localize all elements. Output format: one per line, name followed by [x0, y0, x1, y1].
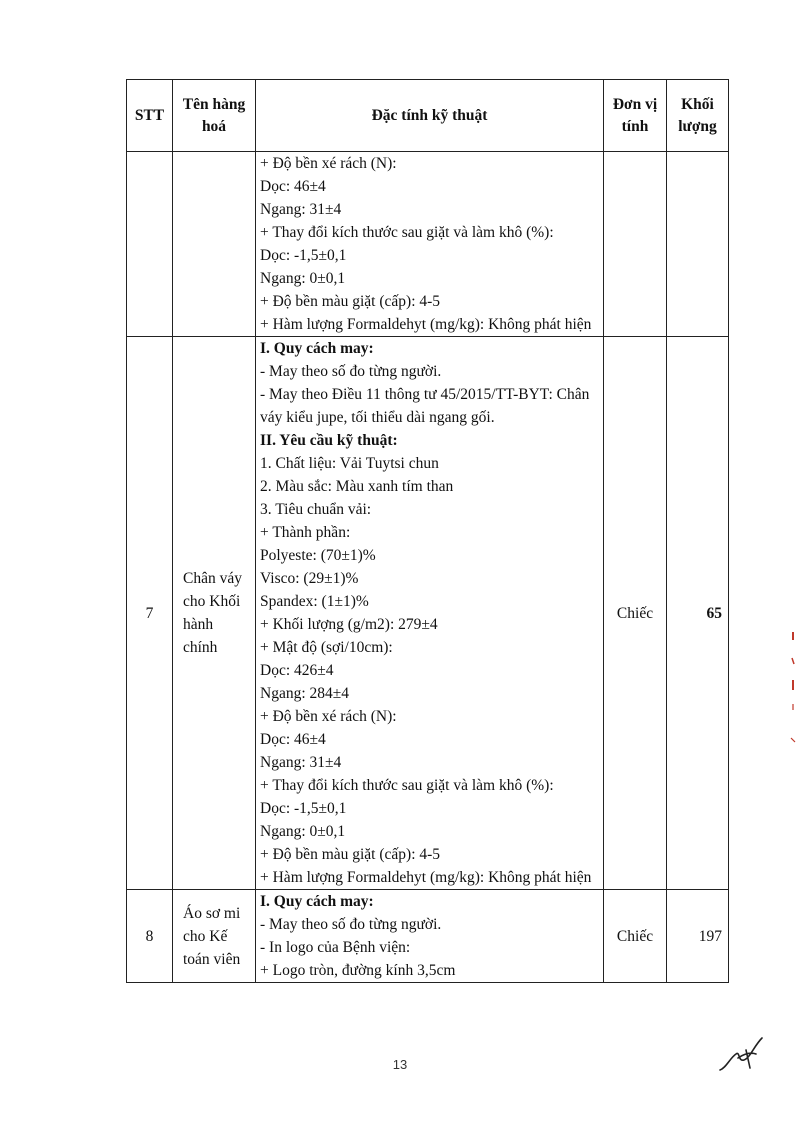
row-item-name: Áo sơ mi cho Kế toán viên — [173, 890, 256, 983]
row-unit: Chiếc — [604, 337, 667, 890]
spec-line: + Hàm lượng Formaldehyt (mg/kg): Không phát hiện — [260, 316, 592, 333]
spec-line: - May theo số đo từng người. — [260, 363, 442, 380]
spec-line: Ngang: 284±4 — [260, 685, 350, 702]
spec-line: + Hàm lượng Formaldehyt (mg/kg): Không phát hiện — [260, 869, 592, 886]
row-item-name — [173, 152, 256, 337]
spec-line: Ngang: 31±4 — [260, 201, 342, 218]
row-item-name: Chân váy cho Khối hành chính — [173, 337, 256, 890]
row-stt: 7 — [127, 337, 173, 890]
spec-line: Dọc: 46±4 — [260, 178, 326, 195]
margin-stamp-marks — [788, 630, 798, 750]
spec-line: - May theo Điều 11 thông tư 45/2015/TT-BYT: Chân váy kiểu jupe, tối thiểu dài ngang gối. — [260, 386, 590, 426]
spec-heading: I. Quy cách may: — [260, 340, 374, 357]
spec-line: 1. Chất liệu: Vải Tuytsi chun — [260, 455, 439, 472]
header-name: Tên hàng hoá — [173, 80, 256, 152]
row-unit — [604, 152, 667, 337]
row-stt — [127, 152, 173, 337]
spec-line: + Độ bền xé rách (N): — [260, 708, 397, 725]
row-quantity: 65 — [667, 337, 729, 890]
row-spec — [256, 337, 604, 890]
spec-line: Visco: (29±1)% — [260, 570, 359, 587]
spec-line: 2. Màu sắc: Màu xanh tím than — [260, 478, 454, 495]
table-row — [127, 890, 729, 983]
spec-line: + Độ bền xé rách (N): — [260, 155, 397, 172]
spec-line: - In logo của Bệnh viện: — [260, 939, 411, 956]
spec-line: + Thay đổi kích thước sau giặt và làm khô (%): — [260, 777, 554, 794]
row-spec — [256, 890, 604, 983]
spec-heading: I. Quy cách may: — [260, 893, 374, 910]
spec-line: - May theo số đo từng người. — [260, 916, 442, 933]
table-row — [127, 337, 729, 890]
spec-line: Ngang: 31±4 — [260, 754, 342, 771]
spec-line: Dọc: -1,5±0,1 — [260, 800, 347, 817]
spec-line: Spandex: (1±1)% — [260, 593, 369, 610]
signature-mark — [716, 1028, 772, 1076]
table-row — [127, 152, 729, 337]
spec-line: + Độ bền màu giặt (cấp): 4-5 — [260, 846, 441, 863]
spec-line: Dọc: 46±4 — [260, 731, 326, 748]
spec-heading: II. Yêu cầu kỹ thuật: — [260, 432, 398, 449]
spec-line: + Độ bền màu giặt (cấp): 4-5 — [260, 293, 441, 310]
row-unit: Chiếc — [604, 890, 667, 983]
spec-line: Dọc: 426±4 — [260, 662, 334, 679]
table-header-row — [127, 80, 729, 152]
row-quantity — [667, 152, 729, 337]
spec-line: Polyeste: (70±1)% — [260, 547, 376, 564]
spec-line: Dọc: -1,5±0,1 — [260, 247, 347, 264]
spec-line: + Logo tròn, đường kính 3,5cm — [260, 962, 456, 979]
header-unit: Đơn vị tính — [604, 80, 667, 152]
spec-line: + Khối lượng (g/m2): 279±4 — [260, 616, 438, 633]
page-number: 13 — [392, 1057, 408, 1072]
header-quantity: Khối lượng — [667, 80, 729, 152]
spec-line: 3. Tiêu chuẩn vải: — [260, 501, 372, 518]
spec-table — [126, 79, 729, 983]
row-quantity: 197 — [667, 890, 729, 983]
spec-line: + Mật độ (sợi/10cm): — [260, 639, 393, 656]
header-spec: Đặc tính kỹ thuật — [256, 80, 604, 152]
spec-line: Ngang: 0±0,1 — [260, 823, 346, 840]
header-stt: STT — [127, 80, 173, 152]
spec-line: + Thay đổi kích thước sau giặt và làm khô (%): — [260, 224, 554, 241]
spec-line: + Thành phần: — [260, 524, 351, 541]
spec-line: Ngang: 0±0,1 — [260, 270, 346, 287]
row-spec — [256, 152, 604, 337]
row-stt: 8 — [127, 890, 173, 983]
